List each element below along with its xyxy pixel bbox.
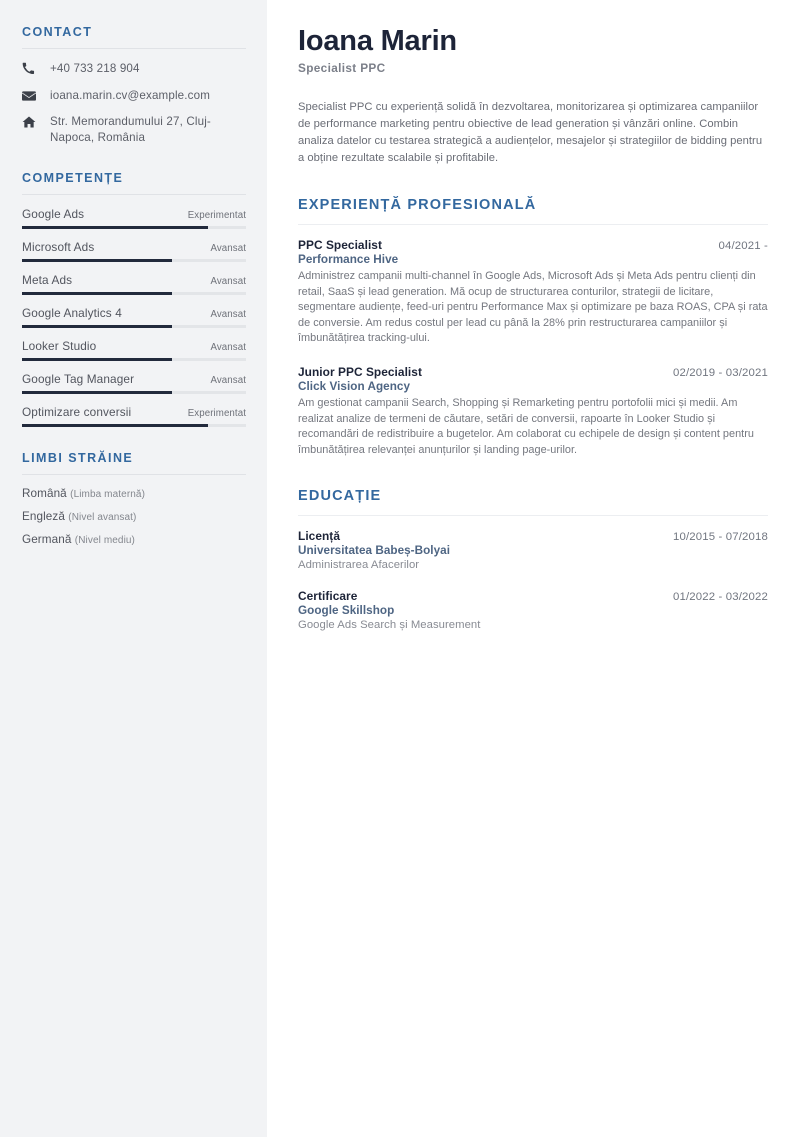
skill-item [22, 306, 246, 328]
entry-description: Administrez campanii multi-channel în Google Ads, Microsoft Ads și Meta Ads pentru clienți din retail, SaaS și lead generation. Mă ocup de structurarea conturilor, strategii de licitare, segmentare audiențe, feed-uri pentru Performance Max și optimizare pe baza ROAS, CPA și rata de conversie. Am redus costul per lead cu până la 28% prin restructurarea campaniilor și îmbunătățirea tracking-ului. [298, 270, 768, 345]
entry-date: 04/2021 - [718, 240, 768, 252]
contact-divider [22, 48, 246, 49]
skill-bar-track [22, 325, 246, 328]
skill-bar-track [22, 292, 246, 295]
skill-name: Optimizare conversii [22, 405, 132, 419]
skill-bar-fill [22, 358, 172, 361]
language-name: Germană [22, 533, 72, 546]
experience-entry [298, 365, 768, 458]
skills-heading: COMPETENȚE [22, 171, 124, 185]
contact-email-text: ioana.marin.cv@example.com [50, 88, 211, 102]
skill-item [22, 372, 246, 394]
skill-bar-track [22, 358, 246, 361]
skill-bar-fill [22, 259, 172, 262]
job-role: Specialist PPC [298, 61, 386, 75]
language-note: (Nivel avansat) [68, 512, 137, 523]
experience-entry [298, 238, 768, 347]
skill-level: Experimentat [187, 408, 246, 419]
skills-divider [22, 194, 246, 195]
entry-description: Am gestionat campanii Search, Shopping și Remarketing pentru portofolii mici și medii. Am realizat analize de termeni de căutare, setări de conversii, rapoarte în Looker Studio și recomandări de redistribuire a bugetelor. Am colaborat cu echipele de design și content pentru îmbunătățirea relevanței anunțurilor și landing page-urilor. [298, 396, 754, 456]
skill-bar-fill [22, 226, 208, 229]
main-content [267, 0, 804, 1137]
contact-item-email[interactable] [22, 88, 246, 104]
envelope-icon [22, 88, 41, 103]
entry-date: 02/2019 - 03/2021 [672, 366, 768, 379]
skill-bar-fill [22, 424, 208, 427]
contact-item-phone[interactable] [22, 61, 246, 77]
skill-level: Avansat [210, 276, 246, 287]
language-item [22, 533, 246, 546]
education-divider [298, 515, 768, 516]
experience-heading: EXPERIENȚĂ PROFESIONALĂ [298, 197, 537, 213]
sidebar-section-skills [22, 171, 246, 427]
skill-name: Google Ads [22, 207, 85, 221]
entry-date: 01/2022 - 03/2022 [672, 591, 768, 604]
entry-title: Junior PPC Specialist [298, 364, 422, 379]
language-item [22, 487, 246, 500]
entry-title: PPC Specialist [298, 238, 382, 252]
skill-level: Avansat [210, 243, 246, 254]
skills-list [22, 207, 246, 427]
skill-item [22, 207, 246, 229]
entry-title: Licență [298, 529, 340, 544]
section-education [298, 488, 768, 631]
languages-divider [22, 474, 246, 475]
skill-bar-track [22, 424, 246, 427]
resume-header [298, 24, 768, 75]
skill-name: Microsoft Ads [22, 240, 95, 254]
phone-icon [22, 61, 41, 75]
section-experience [298, 197, 768, 458]
skill-name: Google Tag Manager [22, 372, 135, 386]
skill-bar-track [22, 259, 246, 262]
contact-phone-text: +40 733 218 904 [50, 62, 140, 75]
skill-item [22, 405, 246, 427]
skill-name: Meta Ads [22, 273, 73, 287]
skill-level: Avansat [210, 309, 246, 320]
home-icon [22, 114, 41, 129]
skill-name: Google Analytics 4 [22, 306, 122, 320]
skill-level: Avansat [210, 375, 246, 386]
profile-summary: Specialist PPC cu experiență solidă în dezvoltarea, monitorizarea și optimizarea campaniilor de performance marketing pentru obiective de lead generation și vânzări online. Combin analiza datelor cu testarea strategică a audiențelor, mesajelor și strategiilor de bidding pentru a obține rezultate scalabile și profitabile. [298, 101, 763, 164]
languages-list [22, 487, 246, 546]
page-title: Ioana Marin [298, 25, 457, 57]
skill-bar-track [22, 391, 246, 394]
entry-organization: Click Vision Agency [298, 379, 411, 393]
skill-bar-fill [22, 391, 172, 394]
entry-date: 10/2015 - 07/2018 [672, 531, 768, 544]
education-heading: EDUCAȚIE [298, 488, 382, 505]
entry-subtitle: Administrarea Afacerilor [298, 559, 420, 572]
contact-item-address[interactable] [22, 114, 246, 145]
language-note: (Nivel mediu) [74, 535, 135, 546]
experience-divider [298, 224, 768, 225]
skill-level: Experimentat [187, 210, 246, 221]
sidebar-section-contact [22, 25, 246, 145]
entry-organization: Google Skillshop [298, 604, 395, 618]
skill-bar-fill [22, 325, 172, 328]
entry-organization: Performance Hive [298, 253, 399, 266]
skill-item [22, 339, 246, 361]
sidebar [0, 0, 267, 1137]
entry-organization: Universitatea Babeș-Bolyai [298, 544, 450, 558]
language-note: (Limba maternă) [70, 489, 145, 500]
skill-bar-track [22, 226, 246, 229]
sidebar-section-languages [22, 451, 246, 546]
skill-name: Looker Studio [22, 339, 97, 353]
language-name: Engleză [22, 510, 65, 523]
contact-heading: CONTACT [22, 25, 93, 39]
skill-bar-fill [22, 292, 172, 295]
skill-item [22, 273, 246, 295]
language-name: Română [22, 487, 67, 500]
entry-subtitle: Google Ads Search și Measurement [298, 619, 481, 632]
language-item [22, 510, 246, 523]
contact-address-text: Str. Memorandumului 27, Cluj-Napoca, România [50, 115, 211, 144]
education-entry [298, 529, 768, 571]
education-entry [298, 589, 768, 631]
languages-heading: LIMBI STRĂINE [22, 451, 134, 465]
entry-title: Certificare [298, 589, 358, 604]
contact-list [22, 61, 246, 145]
skill-level: Avansat [210, 342, 246, 353]
skill-item [22, 240, 246, 262]
